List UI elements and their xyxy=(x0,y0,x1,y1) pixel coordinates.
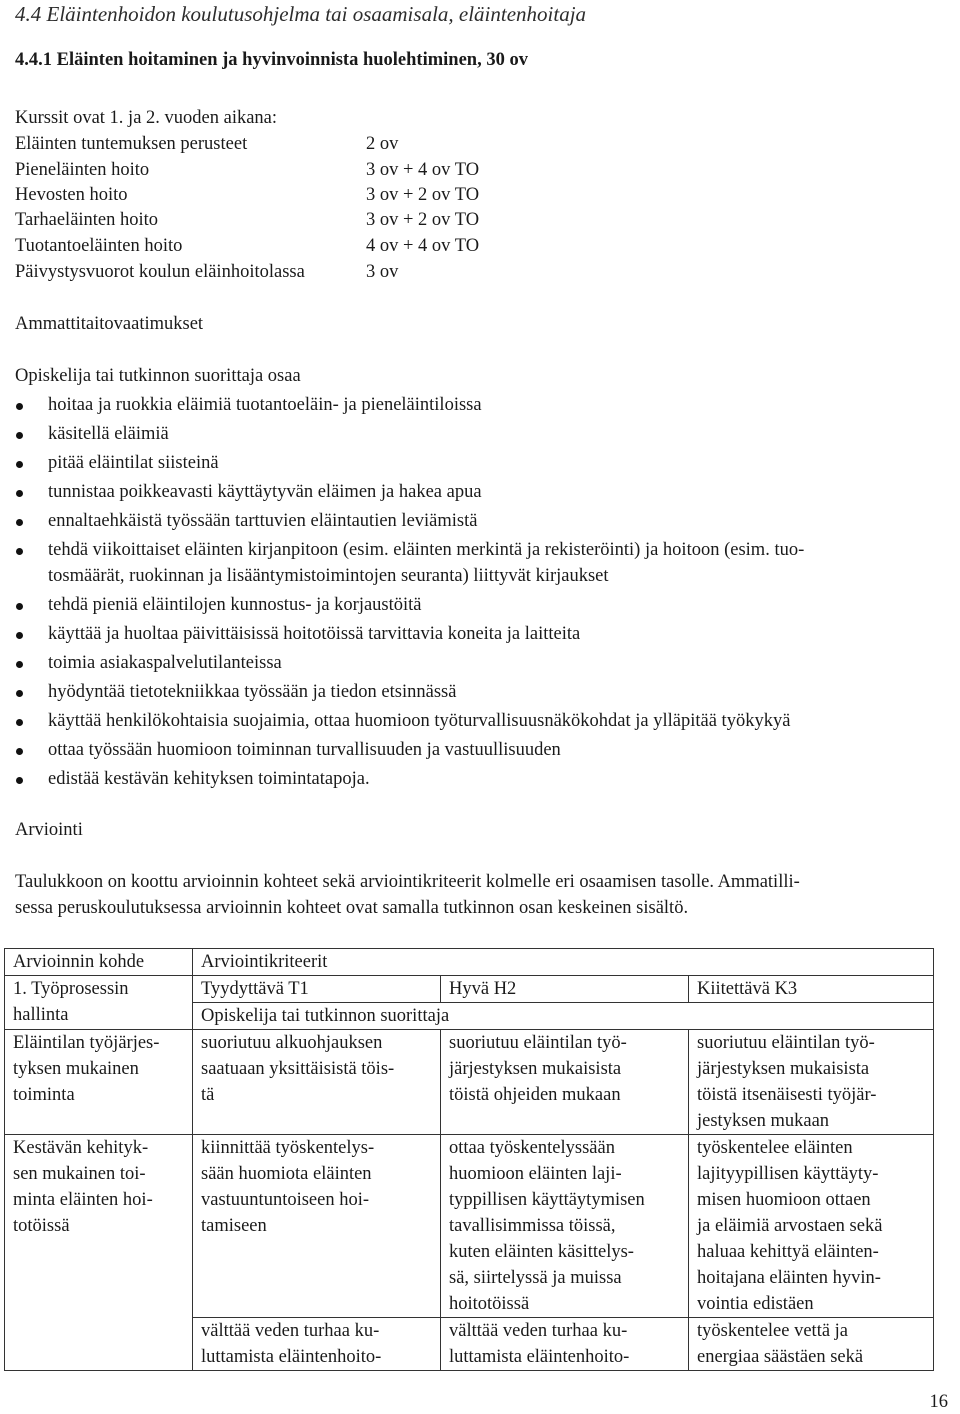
table-cell: Opiskelija tai tutkinnon suorittaja xyxy=(193,1003,934,1030)
bullet-icon xyxy=(16,603,23,610)
list-item: tehdä viikoittaiset eläinten kirjanpitoon (esim. eläinten merkintä ja rekisteröinti) ja hoitoon (esim. tuo- xyxy=(48,540,805,560)
list-item: tehdä pieniä eläintilojen kunnostus- ja korjaustöitä xyxy=(48,595,422,615)
table-cell xyxy=(193,1135,441,1318)
cell-line: haluaa kehittyä eläinten- xyxy=(697,1242,879,1262)
table-cell: Tyydyttävä T1 xyxy=(193,976,441,1003)
course-name: Tuotantoeläinten hoito xyxy=(15,236,183,256)
cell-line: hoitajana eläinten hyvin- xyxy=(697,1268,881,1288)
cell-line: toiminta xyxy=(13,1085,75,1105)
course-credits: 3 ov + 2 ov TO xyxy=(366,210,480,230)
cell-line: luttamista eläintenhoito- xyxy=(201,1347,382,1367)
course-name: Päivystysvuorot koulun eläinhoitolassa xyxy=(15,262,305,282)
course-credits: 4 ov + 4 ov TO xyxy=(366,236,480,256)
list-item: käyttää henkilökohtaisia suojaimia, ottaa huomioon työturvallisuusnäkökohdat ja ylläpitää työkykyä xyxy=(48,711,791,731)
cell-line: kuten eläinten käsittelys- xyxy=(449,1242,634,1262)
cell-line: sen mukainen toi- xyxy=(13,1164,146,1184)
cell-line: työskentelee vettä ja xyxy=(697,1321,849,1341)
cell-line: tamiseen xyxy=(201,1216,267,1236)
course-credits: 3 ov xyxy=(366,262,399,282)
table-cell xyxy=(689,1318,934,1371)
cell-line: sään huomiota eläinten xyxy=(201,1164,372,1184)
bullet-icon xyxy=(16,719,23,726)
table-row xyxy=(5,1030,934,1135)
table-cell xyxy=(441,1318,689,1371)
cell-line: järjestyksen mukaisista xyxy=(449,1059,622,1079)
cell-line: totöissä xyxy=(13,1216,70,1236)
cell-line: Eläintilan työjärjes- xyxy=(13,1033,160,1053)
assessment-heading: Arviointi xyxy=(15,820,83,840)
table-header-cell: Arviointikriteerit xyxy=(193,949,934,976)
course-credits: 3 ov + 4 ov TO xyxy=(366,160,480,180)
cell-line: tyksen mukainen xyxy=(13,1059,139,1079)
cell-line: työskentelee eläinten xyxy=(697,1138,853,1158)
bullet-icon xyxy=(16,490,23,497)
cell-line: hallinta xyxy=(13,1005,69,1025)
list-item: hyödyntää tietotekniikkaa työssään ja tiedon etsinnässä xyxy=(48,682,457,702)
cell-line: ja eläimiä arvostaen sekä xyxy=(697,1216,883,1236)
list-item: pitää eläintilat siisteinä xyxy=(48,453,219,473)
cell-line: sä, siirtelyssä ja muissa xyxy=(449,1268,622,1288)
bullet-icon xyxy=(16,632,23,639)
table-cell xyxy=(193,1318,441,1371)
table-row xyxy=(5,1135,934,1318)
cell-line: tavallisimmissa töissä, xyxy=(449,1216,616,1236)
cell-line: tä xyxy=(201,1085,215,1105)
cell-line: kiinnittää työskentelys- xyxy=(201,1138,375,1158)
cell-line: energiaa säästäen sekä xyxy=(697,1347,864,1367)
list-item: käyttää ja huoltaa päivittäisissä hoitotöissä tarvittavia koneita ja laitteita xyxy=(48,624,581,644)
cell-line: luttamista eläintenhoito- xyxy=(449,1347,630,1367)
course-name: Hevosten hoito xyxy=(15,185,128,205)
list-item: hoitaa ja ruokkia eläimiä tuotantoeläin- ja pieneläintiloissa xyxy=(48,395,482,415)
cell-line: välttää veden turhaa ku- xyxy=(201,1321,380,1341)
course-name: Tarhaeläinten hoito xyxy=(15,210,159,230)
course-credits: 2 ov xyxy=(366,134,399,154)
cell-line: järjestyksen mukaisista xyxy=(697,1059,870,1079)
assessment-table xyxy=(4,948,934,1371)
cell-line: huomioon eläinten laji- xyxy=(449,1164,622,1184)
cell-line: töistä itsenäisesti työjär- xyxy=(697,1085,877,1105)
bullet-icon xyxy=(16,548,23,555)
table-cell xyxy=(5,976,193,1030)
table-cell xyxy=(5,1030,193,1135)
page-number: 16 xyxy=(929,1392,948,1412)
cell-line: suoriutuu alkuohjauksen xyxy=(201,1033,383,1053)
cell-line: suoriutuu eläintilan työ- xyxy=(697,1033,875,1053)
cell-line: saatuaan yksittäisistä töis- xyxy=(201,1059,395,1079)
list-item: käsitellä eläimiä xyxy=(48,424,169,444)
assessment-text: Taulukkoon on koottu arvioinnin kohteet sekä arviointikriteerit kolmelle eri osaamisen tasolle. Ammatilli- xyxy=(15,872,800,892)
table-row xyxy=(5,976,934,1003)
subsection-title: 4.4.1 Eläinten hoitaminen ja hyvinvoinnista huolehtiminen, 30 ov xyxy=(15,50,528,70)
list-item-continuation: tosmäärät, ruokinnan ja lisääntymistoimintojen seuranta) liittyvät kirjaukset xyxy=(48,566,609,586)
cell-line: ottaa työskentelyssään xyxy=(449,1138,615,1158)
bullet-icon xyxy=(16,777,23,784)
table-cell xyxy=(5,1135,193,1371)
cell-line: vointia edistäen xyxy=(697,1294,814,1314)
cell-line: hoitotöissä xyxy=(449,1294,530,1314)
list-item: edistää kestävän kehityksen toimintatapoja. xyxy=(48,769,370,789)
cell-line: vastuuntuntoiseen hoi- xyxy=(201,1190,370,1210)
skills-intro: Opiskelija tai tutkinnon suorittaja osaa xyxy=(15,366,301,386)
bullet-icon xyxy=(16,403,23,410)
bullet-icon xyxy=(16,461,23,468)
table-header-cell: Arvioinnin kohde xyxy=(5,949,193,976)
course-credits: 3 ov + 2 ov TO xyxy=(366,185,480,205)
cell-line: Kestävän kehityk- xyxy=(13,1138,149,1158)
course-name: Pieneläinten hoito xyxy=(15,160,150,180)
cell-line: jestyksen mukaan xyxy=(697,1111,830,1131)
table-cell xyxy=(689,1030,934,1135)
list-item: toimia asiakaspalvelutilanteissa xyxy=(48,653,282,673)
course-name: Eläinten tuntemuksen perusteet xyxy=(15,134,248,154)
bullet-icon xyxy=(16,519,23,526)
assessment-text: sessa peruskoulutuksessa arvioinnin kohteet ovat samalla tutkinnon osan keskeinen sisältö. xyxy=(15,898,689,918)
table-row xyxy=(5,949,934,976)
cell-line: minta eläinten hoi- xyxy=(13,1190,153,1210)
table-cell xyxy=(193,1030,441,1135)
cell-line: välttää veden turhaa ku- xyxy=(449,1321,628,1341)
cell-line: töistä ohjeiden mukaan xyxy=(449,1085,621,1105)
cell-line: misen huomioon ottaen xyxy=(697,1190,871,1210)
table-cell xyxy=(441,1135,689,1318)
table-cell xyxy=(689,1135,934,1318)
bullet-icon xyxy=(16,690,23,697)
table-cell: Hyvä H2 xyxy=(441,976,689,1003)
bullet-icon xyxy=(16,748,23,755)
cell-line: lajityypillisen käyttäyty- xyxy=(697,1164,879,1184)
list-item: ottaa työssään huomioon toiminnan turvallisuuden ja vastuullisuuden xyxy=(48,740,561,760)
courses-intro: Kurssit ovat 1. ja 2. vuoden aikana: xyxy=(15,108,278,128)
skills-heading: Ammattitaitovaatimukset xyxy=(15,314,204,334)
cell-line: typpillisen käyttäytymisen xyxy=(449,1190,645,1210)
cell-line: suoriutuu eläintilan työ- xyxy=(449,1033,627,1053)
table-cell: Kiitettävä K3 xyxy=(689,976,934,1003)
table-cell xyxy=(441,1030,689,1135)
bullet-icon xyxy=(16,432,23,439)
bullet-icon xyxy=(16,661,23,668)
list-item: ennaltaehkäistä työssään tarttuvien eläintautien leviämistä xyxy=(48,511,478,531)
list-item: tunnistaa poikkeavasti käyttäytyvän eläimen ja hakea apua xyxy=(48,482,482,502)
section-title: 4.4 Eläintenhoidon koulutusohjelma tai osaamisala, eläintenhoitaja xyxy=(15,2,587,26)
cell-line: 1. Työprosessin xyxy=(13,979,129,999)
